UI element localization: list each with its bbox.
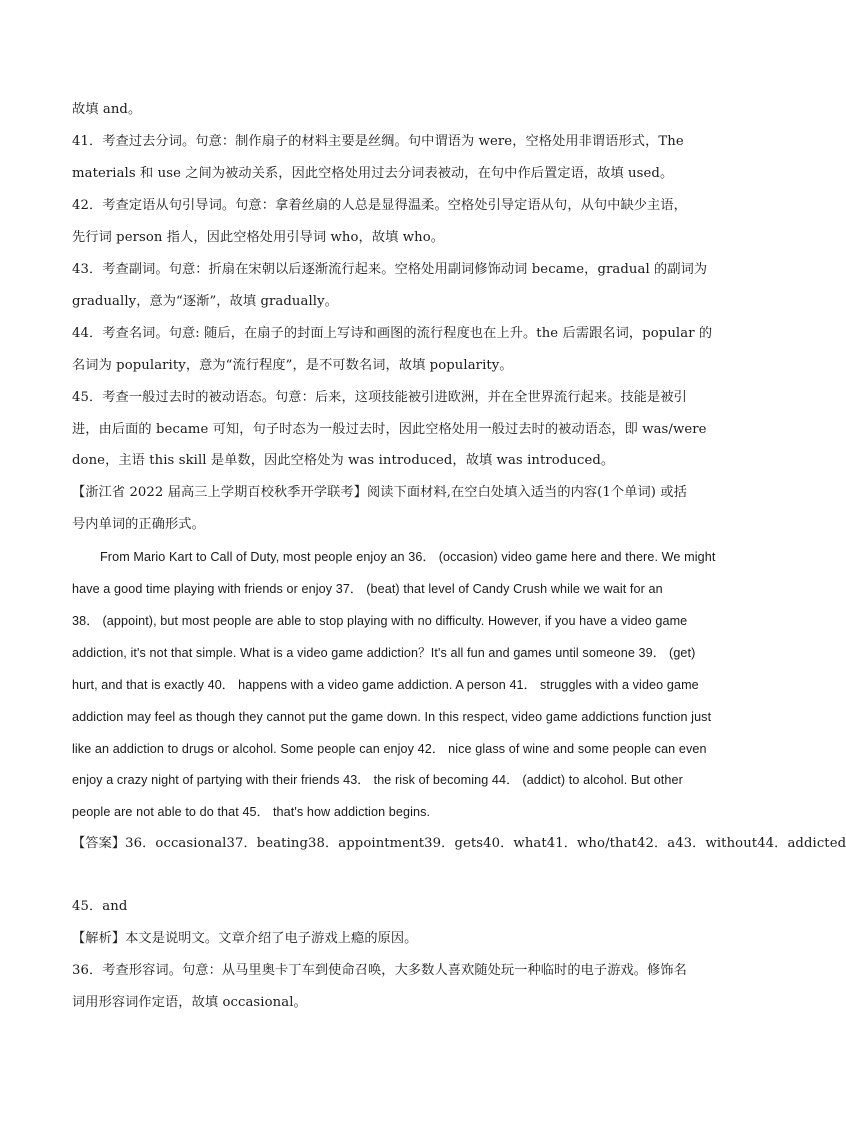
passage-line: like an addiction to drugs or alcohol. Some people can enjoy 42． nice glass of wine and some people can even (72, 742, 707, 756)
instruction-line: 号内单词的正确形式。 (72, 517, 205, 532)
text-line: gradually，意为“逐渐”，故填 gradually。 (72, 294, 338, 309)
explanation-line: 词用形容词作定语，故填 occasional。 (72, 995, 307, 1010)
text-line: 进，由后面的 became 可知，句子时态为一般过去时，因此空格处用一般过去时的被动语态，即 was/were (72, 422, 707, 437)
answer-line: 45．and (72, 899, 128, 914)
text-line: 先行词 person 指人，因此空格处用引导词 who，故填 who。 (72, 230, 445, 245)
text-line: 41．考查过去分词。句意：制作扇子的材料主要是丝绸。句中谓语为 were，空格处用非谓语形式，The (72, 134, 684, 149)
passage-line: addiction, it's not that simple. What is a video game addiction？It's all fun and games until someone 39． (get) (72, 646, 696, 660)
passage-line: have a good time playing with friends or enjoy 37． (beat) that level of Candy Crush while we wait for an (72, 582, 663, 596)
passage-line: enjoy a crazy night of partying with their friends 43． the risk of becoming 44． (addict) to alcohol. But other (72, 773, 683, 787)
text-line: 45．考查一般过去时的被动语态。句意：后来，这项技能被引进欧洲，并在全世界流行起来。技能是被引 (72, 390, 687, 405)
passage-line: people are not able to do that 45． that's how addiction begins. (72, 805, 431, 819)
passage-line: hurt, and that is exactly 40． happens with a video game addiction. A person 41． struggles with a video game (72, 678, 699, 692)
text-line: 故填 and。 (72, 102, 142, 117)
answer-line: 【答案】36．occasional37．beating38．appointment39．gets40．what41．who/that42．a43．without44．addicted (72, 836, 846, 851)
text-line: 42．考查定语从句引导词。句意：拿着丝扇的人总是显得温柔。空格处引导定语从句，从句中缺少主语， (72, 198, 687, 213)
passage-line: 38． (appoint), but most people are able to stop playing with no difficulty. However, if you have a video game (72, 614, 688, 628)
passage-line: From Mario Kart to Call of Duty, most people enjoy an 36． (occasion) video game here and there. We might (100, 550, 716, 564)
text-line: 名词为 popularity，意为“流行程度”，是不可数名词，故填 popularity。 (72, 358, 513, 373)
explanation-line: 36．考查形容词。句意：从马里奥卡丁车到使命召唤，大多数人喜欢随处玩一种临时的电子游戏。修饰名 (72, 963, 687, 978)
passage-line: addiction may feel as though they cannot put the game down. In this respect, video game addictions function just (72, 710, 712, 724)
source-heading: 【浙江省 2022 届高三上学期百校秋季开学联考】阅读下面材料,在空白处填入适当的内容(1个单词) 或括 (72, 485, 687, 500)
text-line: 44．考查名词。句意: 随后，在扇子的封面上写诗和画图的流行程度也在上升。the 后需跟名词，popular 的 (72, 326, 713, 341)
analysis-line: 【解析】本文是说明文。文章介绍了电子游戏上瘾的原因。 (72, 931, 418, 946)
text-line: done，主语 this skill 是单数，因此空格处为 was introduced，故填 was introduced。 (72, 453, 615, 468)
text-line: 43．考查副词。句意：折扇在宋朝以后逐渐流行起来。空格处用副词修饰动词 became，gradual 的副词为 (72, 262, 708, 277)
text-line: materials 和 use 之间为被动关系，因此空格处用过去分词表被动，在句中作后置定语，故填 used。 (72, 166, 674, 181)
